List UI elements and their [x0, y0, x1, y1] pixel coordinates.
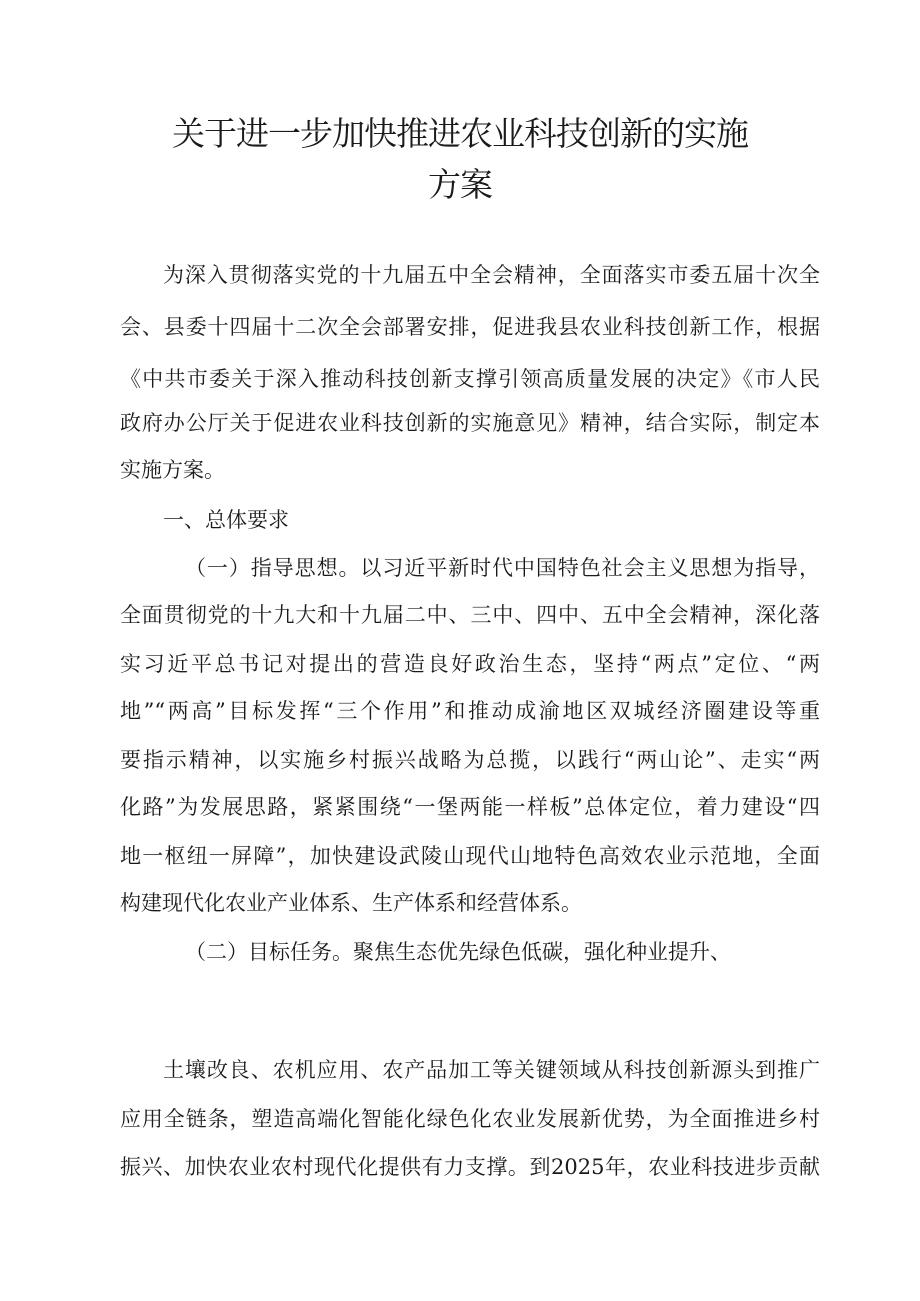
- document-title-line-1: 关于进一步加快推进农业科技创新的实施: [172, 114, 748, 153]
- body-line: 化路”为发展思路，紧紧围绕“一堡两能一样板”总体定位，着力建设“四: [120, 795, 820, 819]
- body-line: 实施方案。: [120, 458, 225, 482]
- body-line: 应用全链条，塑造高端化智能化绿色化农业发展新优势，为全面推进乡村: [120, 1107, 820, 1131]
- body-line: 会、县委十四届十二次全会部署安排，促进我县农业科技创新工作，根据: [120, 315, 820, 339]
- section-heading: 一、总体要求: [163, 508, 289, 532]
- body-line: 要指示精神，以实施乡村振兴战略为总揽，以践行“两山论”、走实“两: [120, 748, 820, 772]
- body-line: （二）目标任务。聚焦生态优先绿色低碳，强化种业提升、: [185, 940, 731, 964]
- body-line: 实习近平总书记对提出的营造良好政治生态，坚持“两点”定位、“两: [120, 652, 820, 676]
- body-line: 为深入贯彻落实党的十九届五中全会精神，全面落实市委五届十次全: [163, 263, 820, 287]
- body-line: 构建现代化农业产业体系、生产体系和经营体系。: [120, 891, 582, 915]
- body-line: 《中共市委关于深入推动科技创新支撑引领高质量发展的决定》《市人民: [120, 367, 820, 391]
- body-line: 土壤改良、农机应用、农产品加工等关键领域从科技创新源头到推广: [163, 1058, 820, 1082]
- body-line: 政府办公厅关于促进农业科技创新的实施意见》精神，结合实际，制定本: [120, 411, 820, 435]
- body-line: 地”“两高”目标发挥“三个作用”和推动成渝地区双城经济圈建设等重: [120, 699, 820, 723]
- body-line: 全面贯彻党的十九大和十九届二中、三中、四中、五中全会精神，深化落: [120, 603, 820, 627]
- document-title-line-2: 方案: [428, 165, 492, 204]
- body-line: 地一枢纽一屏障”，加快建设武陵山现代山地特色高效农业示范地，全面: [120, 844, 820, 868]
- body-line: 振兴、加快农业农村现代化提供有力支撑。到2025年，农业科技进步贡献: [120, 1155, 820, 1179]
- body-line: （一）指导思想。以习近平新时代中国特色社会主义思想为指导，: [185, 556, 820, 580]
